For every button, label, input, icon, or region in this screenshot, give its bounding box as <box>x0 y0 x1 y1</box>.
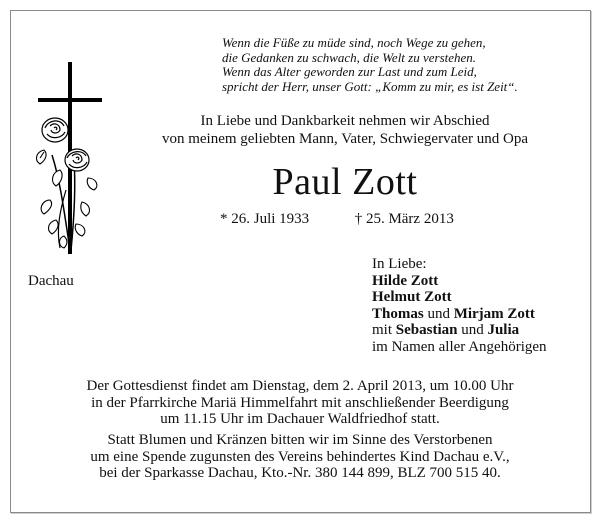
mourner-name: Thomas <box>372 305 424 322</box>
poem-line: Wenn das Alter geworden zur Last und zum Leid, <box>222 64 477 79</box>
conjunction: und <box>423 305 454 322</box>
mourners-list <box>372 256 547 355</box>
mourner-name: Julia <box>487 322 520 338</box>
poem-line: Wenn die Füße zu müde sind, noch Wege zu gehen, <box>222 35 486 50</box>
mourner-name: Mirjam Zott <box>453 305 535 322</box>
donation-line: Statt Blumen und Kränzen bitten wir im Sinne des Verstorbenen <box>107 432 493 448</box>
poem <box>222 36 518 94</box>
mourners-heading: In Liebe: <box>372 256 427 272</box>
place-name: Dachau <box>28 273 74 289</box>
birth-date: * 26. Juli 1933 <box>220 211 310 227</box>
poem-line: spricht der Herr, unser Gott: „Komm zu mir, es ist Zeit“. <box>222 78 518 94</box>
intro-line: In Liebe und Dankbarkeit nehmen wir Abschied <box>200 113 490 129</box>
death-date: † 25. März 2013 <box>354 211 454 227</box>
mourner-name: Helmut Zott <box>372 289 452 305</box>
donation-line: um eine Spende zugunsten des Vereins behindertes Kind Dachau e.V., <box>90 448 510 465</box>
intro-line: von meinem geliebten Mann, Vater, Schwiegervater und Opa <box>161 131 529 147</box>
service-line: Der Gottesdienst findet am Dienstag, dem 2. April 2013, um 10.00 Uhr <box>86 378 514 394</box>
mourners-closing: im Namen aller Angehörigen <box>372 338 547 355</box>
conjunction: und <box>457 322 488 338</box>
farewell-intro <box>120 112 570 148</box>
donation-request <box>30 432 570 482</box>
donation-line: bei der Sparkasse Dachau, Kto.-Nr. 380 144 899, BLZ 700 515 40. <box>99 465 501 481</box>
poem-line: die Gedanken zu schwach, die Welt zu verstehen. <box>222 49 477 65</box>
cross-with-roses-icon <box>30 60 110 260</box>
mourner-name: Hilde Zott <box>372 272 439 289</box>
conjunction: mit <box>372 322 396 338</box>
service-details <box>30 378 570 428</box>
mourner-name: Sebastian <box>395 322 458 338</box>
service-line: in der Pfarrkirche Mariä Himmelfahrt mit anschließender Beerdigung <box>91 394 509 411</box>
service-line: um 11.15 Uhr im Dachauer Waldfriedhof statt. <box>160 411 440 427</box>
deceased-name: Paul Zott <box>272 161 418 203</box>
life-dates <box>220 210 454 228</box>
